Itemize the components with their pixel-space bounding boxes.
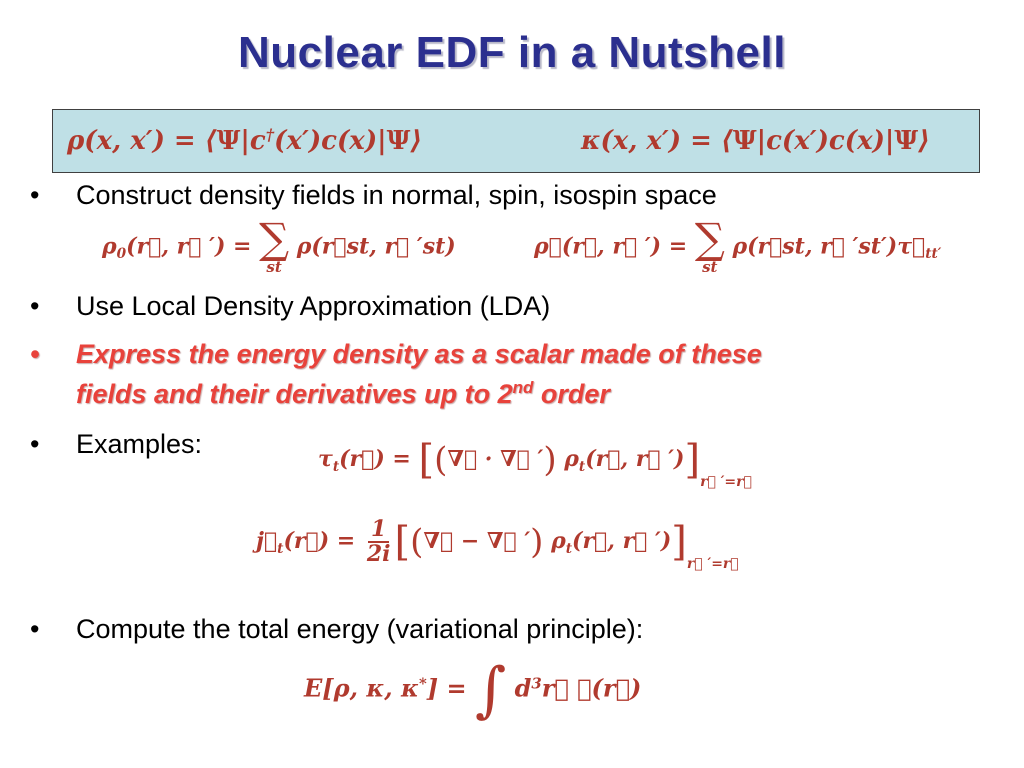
bullet-total-energy: Compute the total energy (variational principle): bbox=[76, 614, 644, 644]
bullet-marker: • bbox=[30, 180, 40, 210]
tau-equation: $\tau_t(r⃗)$ = [(∇⃗ · ∇⃗ ′) $\rho_t(r⃗$, r⃗ $')]_{r⃗ '=r⃗}$ bbox=[318, 437, 752, 490]
bullet-marker: • bbox=[30, 429, 40, 459]
rho-definition: ρ(x, x′) = ⟨Ψ|c†(x′)c(x)|Ψ⟩ bbox=[67, 125, 423, 156]
bullet-marker: • bbox=[30, 614, 40, 644]
kappa-definition: κ(x, x′) = ⟨Ψ|c(x′)c(x)|Ψ⟩ bbox=[581, 126, 930, 156]
definitions-box bbox=[52, 109, 980, 173]
bullet-energy-density-line1: Express the energy density as a scalar made of these bbox=[76, 339, 762, 369]
bullet-marker: • bbox=[30, 339, 40, 369]
bullet-marker: • bbox=[30, 291, 40, 321]
slide-title: Nuclear EDF in a Nutshell bbox=[238, 28, 786, 77]
bullet-lda: Use Local Density Approximation (LDA) bbox=[76, 291, 551, 321]
bullet-energy-density-line2: fields and their derivatives up to 2nd order bbox=[76, 378, 610, 409]
energy-functional-equation: E[ρ, κ, κ*] = ∫ $d^3r⃗$ ℋ(r⃗) bbox=[304, 655, 642, 725]
rho0-equation: $\rho_0(r⃗$, r⃗ ′) = ∑ st ρ(r⃗st, r⃗ ′st) bbox=[102, 214, 456, 276]
isovector-density-equation: ρ⃗(r⃗, r⃗ ′) = ∑ st ρ(r⃗st, r⃗ $'st')\tau⃗_{tt'}$ bbox=[534, 214, 942, 276]
bullet-examples: Examples: bbox=[76, 429, 203, 459]
current-equation: $j⃗_t(r⃗)$ = $\frac{1}{2i}$ [(∇⃗ − ∇⃗ ′) $\rho_t(r⃗$, r⃗ $')]_{r⃗ '=r⃗}$ bbox=[256, 516, 739, 573]
bullet-density-fields: Construct density fields in normal, spin, isospin space bbox=[76, 180, 717, 210]
